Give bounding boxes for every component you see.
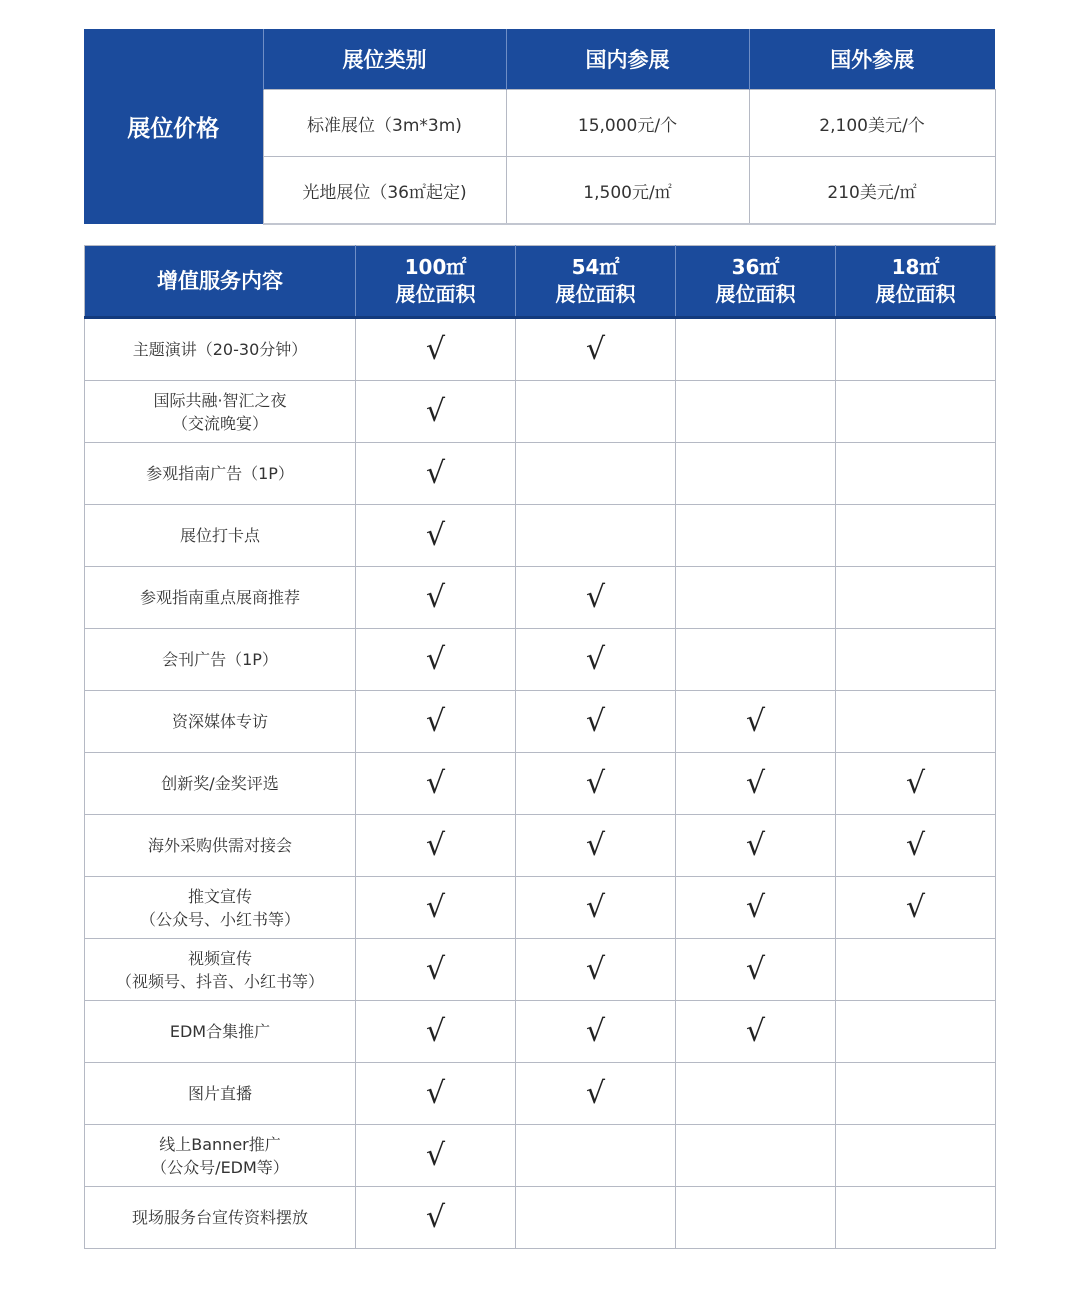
service-row: [85, 381, 996, 443]
check-cell: [356, 1187, 516, 1249]
service-row: [85, 318, 996, 381]
check-mark-icon: √: [425, 1013, 446, 1049]
header-booth-size: [356, 246, 516, 318]
service-name-line1: 参观指南广告（1P）: [146, 464, 294, 483]
check-cell: [676, 381, 836, 443]
check-cell: [836, 1125, 996, 1187]
check-mark-icon: √: [425, 579, 446, 615]
header-domestic: 国内参展: [506, 29, 749, 90]
check-cell: [516, 381, 676, 443]
check-cell: [676, 567, 836, 629]
service-name-line2: （视频号、抖音、小红书等）: [115, 971, 324, 991]
service-row: [85, 939, 996, 1001]
value-added-services-table: [84, 245, 996, 1249]
service-row: [85, 1187, 996, 1249]
check-mark-icon: √: [425, 1137, 446, 1173]
check-cell: [836, 567, 996, 629]
check-mark-icon: √: [585, 889, 606, 925]
check-mark-icon: √: [425, 951, 446, 987]
service-name-line1: 资深媒体专访: [171, 712, 268, 731]
check-mark-icon: √: [585, 1075, 606, 1111]
service-name-line2: （交流晚宴）: [171, 413, 268, 433]
header-booth-category: 展位类别: [263, 29, 506, 90]
price-domestic: 1,500元/㎡: [506, 157, 749, 225]
check-cell: [516, 1125, 676, 1187]
booth-size-value: 18㎡: [891, 255, 940, 279]
check-cell: [356, 381, 516, 443]
check-cell: [836, 691, 996, 753]
check-mark-icon: √: [745, 889, 766, 925]
header-service-content: 增值服务内容: [85, 246, 356, 318]
check-mark-icon: √: [905, 765, 926, 801]
header-booth-size: [836, 246, 996, 318]
header-foreign: 国外参展: [749, 29, 995, 90]
check-cell: [516, 753, 676, 815]
check-mark-icon: √: [585, 765, 606, 801]
price-domestic: 15,000元/个: [506, 90, 749, 157]
check-cell: [676, 629, 836, 691]
service-name: [85, 567, 356, 629]
service-row: [85, 691, 996, 753]
service-row: [85, 877, 996, 939]
check-cell: [356, 939, 516, 1001]
check-cell: [356, 691, 516, 753]
service-name: [85, 381, 356, 443]
check-cell: [676, 691, 836, 753]
check-cell: [836, 815, 996, 877]
check-cell: [836, 443, 996, 505]
service-name: [85, 877, 356, 939]
check-mark-icon: √: [585, 641, 606, 677]
check-cell: [356, 753, 516, 815]
service-name-line1: 线上Banner推广: [159, 1134, 281, 1154]
check-cell: [516, 691, 676, 753]
check-cell: [676, 1001, 836, 1063]
check-cell: [516, 318, 676, 381]
service-row: [85, 505, 996, 567]
check-mark-icon: √: [425, 455, 446, 491]
check-mark-icon: √: [425, 765, 446, 801]
check-cell: [676, 877, 836, 939]
service-name-line2: （公众号、小红书等）: [139, 909, 300, 929]
check-mark-icon: √: [745, 765, 766, 801]
check-mark-icon: √: [585, 951, 606, 987]
check-cell: [836, 1187, 996, 1249]
check-mark-icon: √: [585, 827, 606, 863]
check-mark-icon: √: [745, 827, 766, 863]
check-cell: [676, 939, 836, 1001]
check-cell: [836, 877, 996, 939]
check-cell: [836, 1063, 996, 1125]
check-mark-icon: √: [425, 827, 446, 863]
check-cell: [356, 567, 516, 629]
service-name: [85, 1187, 356, 1249]
check-mark-icon: √: [425, 889, 446, 925]
service-name: [85, 1001, 356, 1063]
check-cell: [836, 1001, 996, 1063]
check-cell: [516, 815, 676, 877]
check-cell: [836, 753, 996, 815]
service-name-line1: 国际共融·智汇之夜: [153, 390, 287, 410]
check-cell: [516, 1187, 676, 1249]
booth-size-label: 展位面积: [395, 282, 476, 306]
check-cell: [836, 505, 996, 567]
check-cell: [516, 505, 676, 567]
check-cell: [516, 1001, 676, 1063]
service-name: [85, 815, 356, 877]
check-cell: [356, 505, 516, 567]
price-foreign: 210美元/㎡: [749, 157, 995, 225]
check-cell: [356, 318, 516, 381]
service-row: [85, 815, 996, 877]
check-mark-icon: √: [425, 641, 446, 677]
booth-size-label: 展位面积: [875, 282, 956, 306]
check-cell: [356, 1001, 516, 1063]
service-name: [85, 629, 356, 691]
check-cell: [836, 629, 996, 691]
check-cell: [676, 505, 836, 567]
check-cell: [676, 1063, 836, 1125]
check-cell: [676, 753, 836, 815]
service-name: [85, 939, 356, 1001]
check-cell: [356, 877, 516, 939]
check-mark-icon: √: [585, 1013, 606, 1049]
check-cell: [676, 443, 836, 505]
check-cell: [676, 1125, 836, 1187]
check-mark-icon: √: [585, 703, 606, 739]
price-category: 标准展位（3m*3m): [263, 90, 506, 157]
check-mark-icon: √: [745, 951, 766, 987]
check-cell: [516, 1063, 676, 1125]
check-cell: [836, 318, 996, 381]
service-name-line2: （公众号/EDM等）: [151, 1157, 289, 1177]
check-mark-icon: √: [745, 1013, 766, 1049]
service-name-line1: 主题演讲（20-30分钟）: [132, 340, 308, 359]
service-row: [85, 567, 996, 629]
check-cell: [356, 815, 516, 877]
service-name-line1: 会刊广告（1P）: [162, 650, 278, 669]
service-name-line1: 图片直播: [187, 1084, 252, 1103]
service-name-line1: 参观指南重点展商推荐: [139, 588, 300, 607]
booth-size-label: 展位面积: [715, 282, 796, 306]
check-mark-icon: √: [425, 393, 446, 429]
check-cell: [356, 1063, 516, 1125]
check-mark-icon: √: [425, 703, 446, 739]
service-row: [85, 1063, 996, 1125]
check-cell: [516, 629, 676, 691]
service-name-line1: 展位打卡点: [179, 526, 260, 545]
check-mark-icon: √: [585, 579, 606, 615]
check-cell: [676, 318, 836, 381]
booth-size-value: 100㎡: [404, 255, 467, 279]
check-cell: [516, 567, 676, 629]
check-mark-icon: √: [905, 889, 926, 925]
service-name: [85, 505, 356, 567]
check-mark-icon: √: [425, 1075, 446, 1111]
service-name: [85, 1063, 356, 1125]
check-mark-icon: √: [585, 331, 606, 367]
booth-price-table: [84, 29, 996, 225]
header-booth-size: [676, 246, 836, 318]
service-row: [85, 629, 996, 691]
check-cell: [836, 381, 996, 443]
service-name-line1: 推文宣传: [187, 886, 252, 906]
price-foreign: 2,100美元/个: [749, 90, 995, 157]
service-row: [85, 443, 996, 505]
service-name: [85, 691, 356, 753]
check-mark-icon: √: [425, 331, 446, 367]
check-cell: [356, 443, 516, 505]
check-cell: [356, 1125, 516, 1187]
check-cell: [356, 629, 516, 691]
check-mark-icon: √: [905, 827, 926, 863]
service-row: [85, 753, 996, 815]
check-mark-icon: √: [425, 1199, 446, 1235]
service-name: [85, 1125, 356, 1187]
check-cell: [676, 1187, 836, 1249]
service-name: [85, 753, 356, 815]
check-cell: [516, 877, 676, 939]
service-name: [85, 443, 356, 505]
booth-size-value: 36㎡: [731, 255, 780, 279]
service-name-line1: 海外采购供需对接会: [147, 836, 292, 855]
check-mark-icon: √: [425, 517, 446, 553]
check-mark-icon: √: [745, 703, 766, 739]
header-booth-size: [516, 246, 676, 318]
service-row: [85, 1001, 996, 1063]
check-cell: [516, 443, 676, 505]
booth-size-value: 54㎡: [571, 255, 620, 279]
check-cell: [836, 939, 996, 1001]
check-cell: [516, 939, 676, 1001]
service-name-line1: 创新奖/金奖评选: [161, 774, 279, 793]
check-cell: [676, 815, 836, 877]
service-row: [85, 1125, 996, 1187]
price-category: 光地展位（36㎡起定): [263, 157, 506, 225]
service-name-line1: 视频宣传: [187, 948, 252, 968]
service-name: [85, 318, 356, 381]
service-name-line1: EDM合集推广: [169, 1022, 271, 1041]
service-name-line1: 现场服务台宣传资料摆放: [131, 1208, 308, 1227]
booth-size-label: 展位面积: [555, 282, 636, 306]
price-table-title: 展位价格: [84, 29, 263, 224]
